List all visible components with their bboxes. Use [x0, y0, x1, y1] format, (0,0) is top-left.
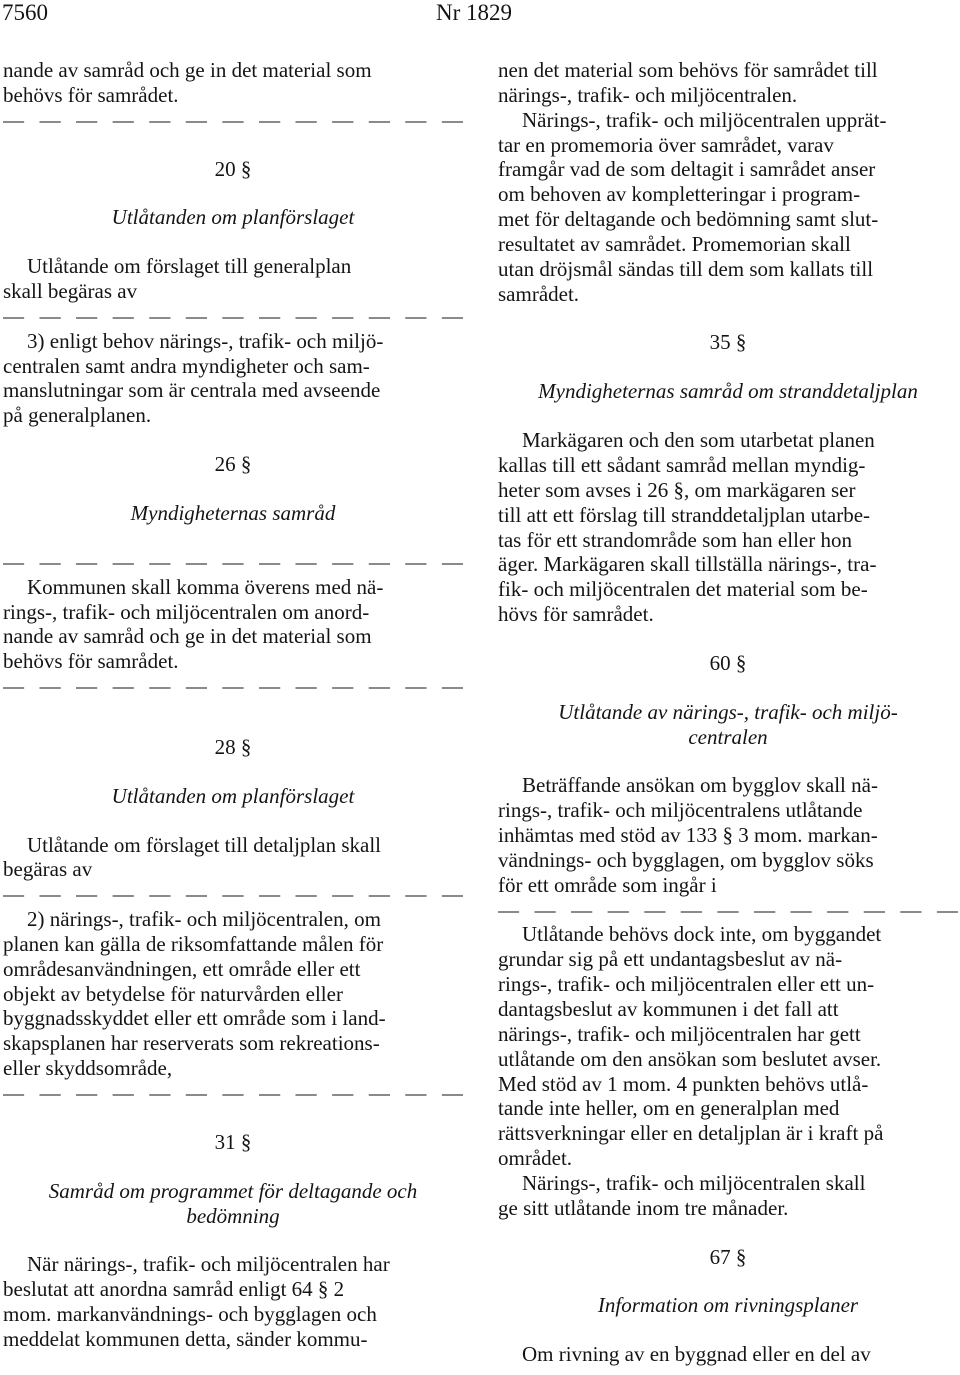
- section-title: Samråd om programmet för deltagande och bedömning: [48, 1178, 418, 1228]
- omission-mark: — — — — — — — — — — — — —: [3, 549, 463, 574]
- section-title: Utlåtande av närings-, trafik- och miljö- centralen: [558, 699, 898, 749]
- paragraph: nande av samråd och ge in det material som behövs för samrådet.: [3, 58, 372, 107]
- paragraph: Markägaren och den som utarbetat planen kallas till ett sådant samråd mellan myndig- heter som avses i 26 §, om markägaren ser till att ett förslag till stranddetaljplan utarbe- tas för ett strandområde som han eller hon äger. Markägaren skall tillställa närings-, tra- fik- och miljöcentralen det material som be- hövs för samrådet.: [498, 428, 877, 627]
- paragraph: 3) enligt behov närings-, trafik- och miljö- centralen samt andra myndigheter och sam- manslutningar som är centrala med avseende på generalplanen.: [3, 328, 384, 428]
- page-header: [0, 0, 960, 28]
- section-number: 67 §: [709, 1244, 747, 1269]
- right-column: [498, 58, 958, 1367]
- omission-mark: — — — — — — — — — — — — —: [3, 303, 463, 328]
- section-number: 26 §: [214, 452, 252, 477]
- omission-mark: — — — — — — — — — — — — —: [3, 882, 463, 907]
- paragraph: Utlåtande om förslaget till detaljplan skall begäras av: [3, 832, 381, 882]
- omission-mark: — — — — — — — — — — — — —: [3, 107, 463, 132]
- page-number: 7560: [2, 0, 48, 25]
- paragraph: Närings-, trafik- och miljöcentralen skall ge sitt utlåtande inom tre månader.: [498, 1170, 866, 1220]
- paragraph: Kommunen skall komma överens med nä- rings-, trafik- och miljöcentralen om anord- nande av samråd och ge in det material som behövs för samrådet.: [3, 574, 384, 674]
- omission-mark: — — — — — — — — — — — — —: [3, 1081, 463, 1105]
- statute-number: Nr 1829: [436, 0, 513, 25]
- section-title: Utlåtanden om planförslaget: [111, 205, 355, 230]
- section-number: 35 §: [709, 330, 747, 355]
- section-title: Myndigheternas samråd: [130, 500, 336, 525]
- section-number: 28 §: [214, 734, 252, 759]
- omission-mark: — — — — — — — — — — — — —: [3, 674, 463, 699]
- paragraph: Om rivning av en byggnad eller en del av: [522, 1342, 871, 1367]
- section-title: Information om rivningsplaner: [597, 1293, 859, 1318]
- section-number: 60 §: [709, 650, 747, 675]
- paragraph: Beträffande ansökan om bygglov skall nä- rings-, trafik- och miljöcentralens utlåtande inhämtas med stöd av 133 § 3 mom. markan- vändnings- och bygglagen, om bygglov söks för ett område som ingår i: [498, 773, 878, 897]
- section-title: Utlåtanden om planförslaget: [111, 783, 355, 808]
- left-column: [3, 58, 463, 1352]
- omission-mark: — — — — — — — — — — — — —: [498, 897, 958, 922]
- paragraph: nen det material som behövs för samrådet till närings-, trafik- och miljöcentralen.: [498, 58, 878, 107]
- paragraph: 2) närings-, trafik- och miljöcentralen, om planen kan gälla de riksomfattande målen för områdesanvändningen, ett område eller ett objekt av betydelse för naturvården eller byggnadsskyddet eller ett område som i land- skapsplanen har reserverats som rekreations- eller skyddsområde,: [3, 907, 386, 1081]
- paragraph: När närings-, trafik- och miljöcentralen har beslutat att anordna samråd enligt 64 § 2 mom. markanvändnings- och bygglagen och meddelat kommunen detta, sänder kommu-: [3, 1252, 390, 1351]
- paragraph: Utlåtande om förslaget till generalplan skall begäras av: [3, 254, 352, 304]
- section-title: Myndigheternas samråd om stranddetaljplan: [538, 379, 918, 404]
- section-number: 31 §: [214, 1129, 252, 1154]
- paragraph: Utlåtande behövs dock inte, om byggandet grundar sig på ett undantagsbeslut av nä- rings-, trafik- och miljöcentralen eller ett un- dantagsbeslut av kommunen i det fall att närings-, trafik- och miljöcentralen har gett utlåtande om den ansökan som beslutet avser. Med stöd av 1 mom. 4 punkten behövs utlå- tande inte heller, om en generalplan med rättsverkningar eller en detaljplan är i kraft på området.: [498, 922, 884, 1171]
- section-number: 20 §: [214, 156, 252, 181]
- paragraph: Närings-, trafik- och miljöcentralen upprät- tar en promemoria över samrådet, varav framgår vad de som deltagit i samrådet anser om behoven av kompletteringar i program- met för deltagande och bedömning samt slut- resultatet av samrådet. Promemorian skall utan dröjsmål sändas till dem som kallats till samrådet.: [498, 107, 887, 306]
